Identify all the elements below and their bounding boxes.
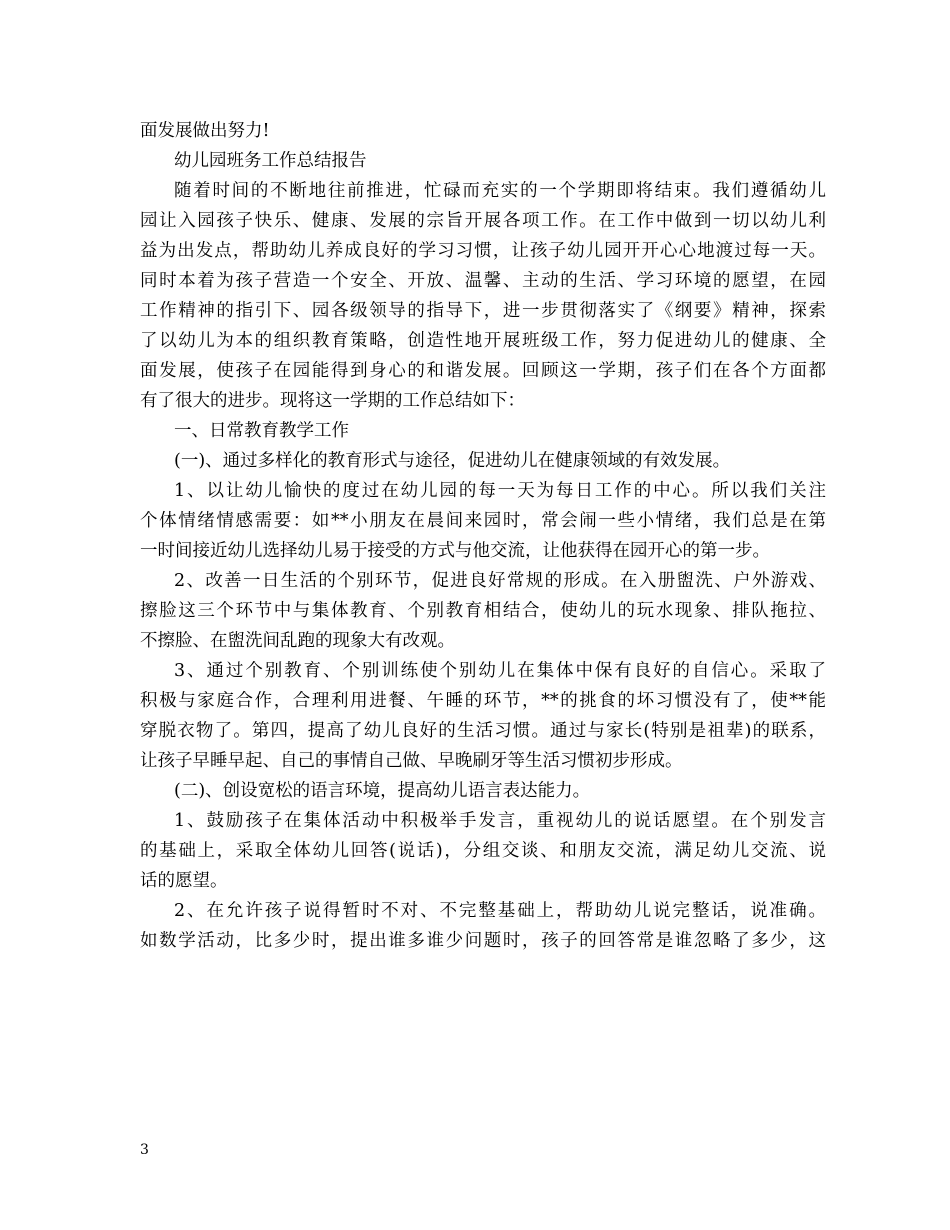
text-line: 让孩子早睡早起、自己的事情自己做、早晚刷牙等生活习惯初步形成。 bbox=[140, 751, 683, 771]
text-line: 园让入园孩子快乐、健康、发展的宗旨开展各项工作。在工作中做到一切以幼儿利 bbox=[140, 211, 826, 231]
text-line: 幼儿园班务工作总结报告 bbox=[174, 151, 367, 171]
text-line: 面发展，使孩子在园能得到身心的和谐发展。回顾这一学期，孩子们在各个方面都 bbox=[140, 361, 826, 381]
text-line: 随着时间的不断地往前推进，忙碌而充实的一个学期即将结束。我们遵循幼儿 bbox=[174, 181, 826, 201]
text-line: 如数学活动，比多少时，提出谁多谁少问题时，孩子的回答常是谁忽略了多少，这 bbox=[140, 931, 826, 951]
text-line: 一、日常教育教学工作 bbox=[174, 421, 349, 441]
text-line: 一时间接近幼儿选择幼儿易于接受的方式与他交流，让他获得在园开心的第一步。 bbox=[140, 541, 770, 561]
text-line: 个体情绪情感需要：如**小朋友在晨间来园时，常会闹一些小情绪，我们总是在第 bbox=[140, 511, 826, 531]
text-line: 的基础上，采取全体幼儿回答(说话)，分组交谈、和朋友交流，满足幼儿交流、说 bbox=[140, 841, 826, 861]
text-line: 面发展做出努力! bbox=[140, 121, 270, 141]
text-line: 2、在允许孩子说得暂时不对、不完整基础上，帮助幼儿说完整话，说准确。 bbox=[174, 901, 826, 921]
text-line: 话的愿望。 bbox=[140, 871, 228, 891]
text-line: 2、改善一日生活的个别环节，促进良好常规的形成。在入册盥洗、户外游戏、 bbox=[174, 571, 826, 591]
text-line: (二)、创设宽松的语言环境，提高幼儿语言表达能力。 bbox=[174, 781, 591, 801]
text-line: 1、以让幼儿愉快的度过在幼儿园的每一天为每日工作的中心。所以我们关注 bbox=[174, 481, 826, 501]
text-line: 益为出发点，帮助幼儿养成良好的学习习惯，让孩子幼儿园开开心心地渡过每一天。 bbox=[140, 241, 826, 261]
text-line: 穿脱衣物了。第四，提高了幼儿良好的生活习惯。通过与家长(特别是祖辈)的联系， bbox=[140, 721, 826, 741]
text-line: 同时本着为孩子营造一个安全、开放、温馨、主动的生活、学习环境的愿望，在园 bbox=[140, 271, 826, 291]
text-line: 积极与家庭合作，合理利用进餐、午睡的环节，**的挑食的坏习惯没有了，使**能 bbox=[140, 691, 826, 711]
page-number: 3 bbox=[140, 1142, 149, 1158]
text-line: 不擦脸、在盥洗间乱跑的现象大有改观。 bbox=[140, 631, 455, 651]
text-line: 工作精神的指引下、园各级领导的指导下，进一步贯彻落实了《纲要》精神，探索 bbox=[140, 301, 826, 321]
text-line: 擦脸这三个环节中与集体教育、个别教育相结合，使幼儿的玩水现象、排队拖拉、 bbox=[140, 601, 826, 621]
text-line: 1、鼓励孩子在集体活动中积极举手发言，重视幼儿的说话愿望。在个别发言 bbox=[174, 811, 826, 831]
document-body bbox=[140, 116, 826, 956]
text-line: (一)、通过多样化的教育形式与途径，促进幼儿在健康领域的有效发展。 bbox=[174, 451, 731, 471]
text-line: 有了很大的进步。现将这一学期的工作总结如下： bbox=[140, 391, 525, 411]
text-line: 3、通过个别教育、个别训练使个别幼儿在集体中保有良好的自信心。采取了 bbox=[174, 661, 826, 681]
text-line: 了以幼儿为本的组织教育策略，创造性地开展班级工作，努力促进幼儿的健康、全 bbox=[140, 331, 826, 351]
